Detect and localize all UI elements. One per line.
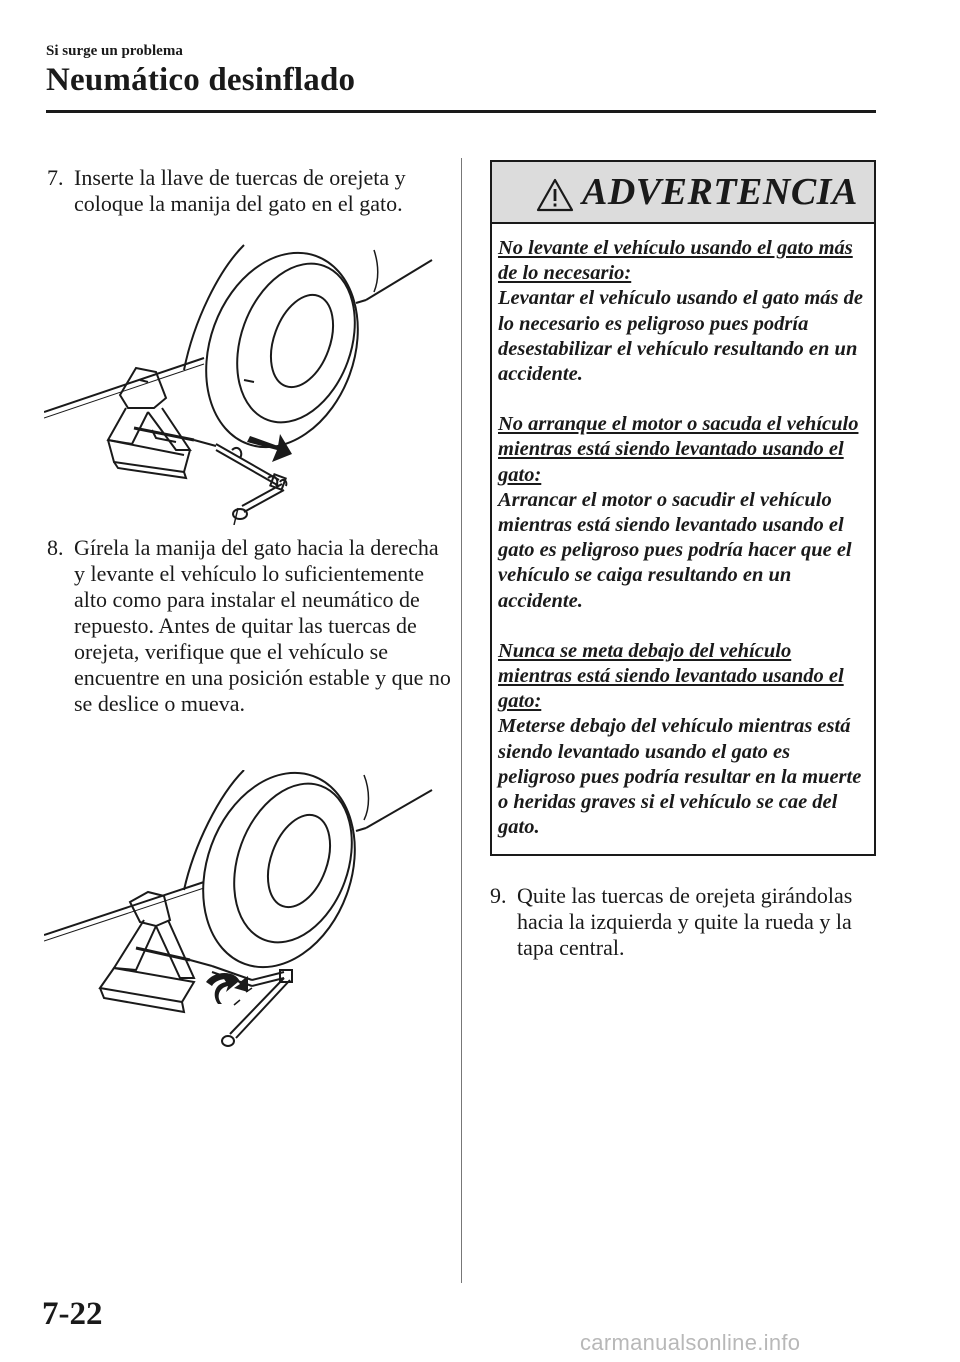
warning-item [498, 412, 870, 614]
warning-item [498, 236, 870, 387]
warning-item [498, 639, 870, 841]
warning-triangle-icon [536, 178, 574, 212]
watermark: carmanualsonline.info [580, 1330, 801, 1355]
step-text: Quite las tuercas de orejeta girándolas hacia la izquierda y quite la rueda y la tapa central. [517, 883, 853, 960]
step-number: 7. [47, 165, 64, 190]
warning-item-body: Meterse debajo del vehículo mientras está siendo levantado usando el gato es peligroso pues podría resultar en la muerte o heridas graves si el vehículo se cae del gato. [498, 715, 862, 839]
step-number: 8. [47, 535, 64, 560]
column-divider [461, 158, 462, 1283]
warning-body [498, 236, 870, 865]
warning-box [490, 160, 876, 856]
warning-item-body: Levantar el vehículo usando el gato más de lo necesario es peligroso pues podría desestabilizar el vehículo resultando en un accidente. [498, 287, 863, 386]
step-text: Inserte la llave de tuercas de orejeta y coloque la manija del gato en el gato. [74, 165, 406, 216]
title-rule [46, 110, 876, 113]
page-number: 7-22 [42, 1296, 103, 1332]
warning-item-heading: No levante el vehículo usando el gato más de lo necesario: [498, 237, 853, 285]
step-text: Gírela la manija del gato hacia la derecha y levante el vehículo lo suficientemente alto como para instalar el neumático de repuesto. Antes de quitar las tuercas de orejeta, verifique que el vehículo se encuentre en una posición estable y que no se deslice o mueva. [74, 535, 451, 716]
warning-title: ADVERTENCIA [582, 171, 858, 213]
jack-wrench-illustration [44, 240, 436, 525]
jack-raising-illustration [44, 770, 436, 1055]
warning-header [492, 162, 874, 224]
section-label: Si surge un problema [46, 43, 183, 59]
warning-item-heading: Nunca se meta debajo del vehículo mientras está siendo levantado usando el gato: [498, 639, 844, 713]
step-number: 9. [490, 883, 507, 908]
warning-item-heading: No arranque el motor o sacuda el vehículo mientras está siendo levantado usando el gato: [498, 413, 859, 486]
page-title: Neumático desinflado [46, 62, 356, 98]
warning-item-body: Arrancar el motor o sacudir el vehículo mientras está siendo levantado usando el gato es peligroso pues podría hacer que el vehículo se caiga resultando en un accidente. [498, 488, 852, 612]
